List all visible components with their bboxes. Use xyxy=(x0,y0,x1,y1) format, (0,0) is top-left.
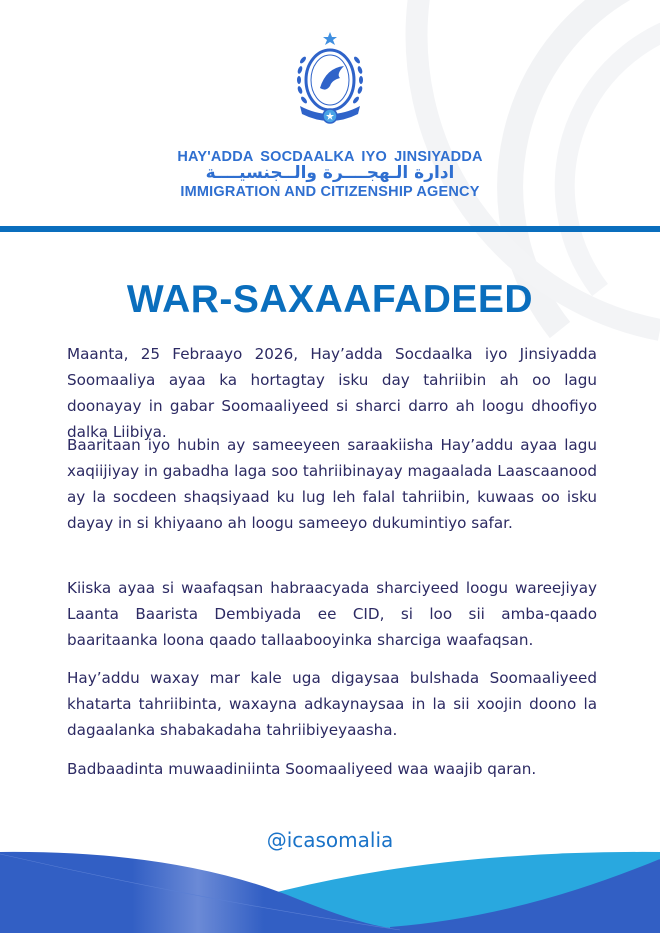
social-handle: @icasomalia xyxy=(266,828,394,852)
document-title: WAR-SAXAAFADEED xyxy=(126,278,534,321)
paragraph-warning: Hay’addu waxay mar kale uga digaysaa bulshada Soomaaliyeed khatarta tahriibinta, waxayna adkaynaysaa in la sii xoojin doono la dagaalanka shabakadaha tahriibiyeyaasha. xyxy=(67,669,597,739)
paragraph-case-transfer: Kiiska ayaa si waafaqsan habraacyada sharciyeed loogu wareejiyay Laanta Baarista Dembiyada ee CID, si loo sii amba-qaado baaritaanka loona qaado tallaabooyinka sharciga waafaqsan. xyxy=(67,579,597,649)
paragraph-announcement: Maanta, 25 Febraayo 2026, Hay’adda Socdaalka iyo Jinsiyadda Soomaaliya ayaa ka hortagtay isku day tahriibin ah oo lagu doonayay in gabar Soomaaliyeed si sharci darro ah loogu dhoofiyo dalka Liibiya. xyxy=(67,345,597,441)
header-divider xyxy=(0,226,660,232)
agency-name-arabic: ادارة الـهجــــرة والــجنسيــــة xyxy=(205,163,455,183)
footer-wave-decoration xyxy=(0,840,660,933)
agency-eagle-emblem-icon xyxy=(290,30,370,130)
agency-name-somali: HAY'ADDA SOCDAALKA IYO JINSIYADDA xyxy=(177,149,483,165)
paragraph-investigation: Baaritaan iyo hubin ay sameeyeen saraakiisha Hay’addu ayaa lagu xaqiijiyay in gabadha laga soo tahriibinayay magaalada Laascaanood ay la socdeen shaqsiyaad ku lug leh falal tahriibin, kuwaas oo isku dayay in si khiyaano ah loogu sameeyo dukumintiyo safar. xyxy=(67,436,597,532)
agency-name-english: IMMIGRATION AND CITIZENSHIP AGENCY xyxy=(180,184,480,200)
paragraph-closing: Badbaadinta muwaadiniinta Soomaaliyeed waa waajib qaran. xyxy=(67,760,537,778)
